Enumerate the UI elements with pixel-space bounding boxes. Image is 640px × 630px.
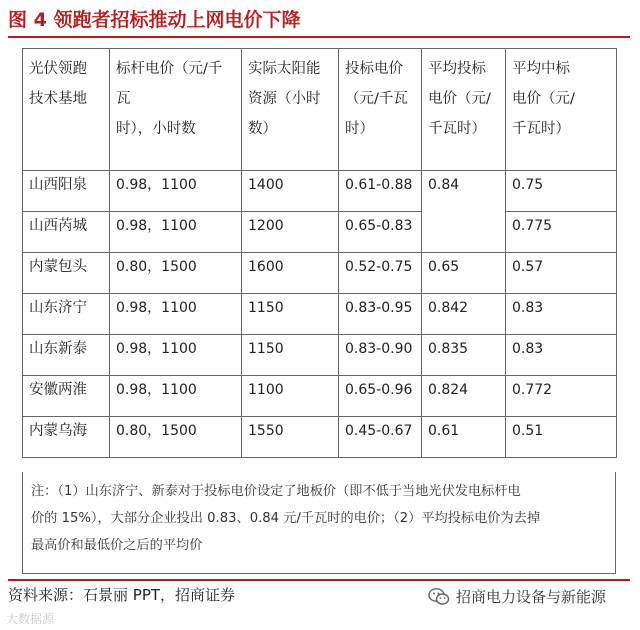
watermark-right [428,586,606,607]
figure-title: 图 4 领跑者招标推动上网电价下降 [8,9,301,31]
table-row [23,253,617,294]
header-line: 时），小时数 [116,121,196,137]
header-solar [242,49,339,171]
cell-solar: 1400 [242,171,339,212]
cell-bid-range: 0.83-0.95 [339,294,422,335]
cell-bid-range: 0.61-0.88 [339,171,422,212]
cell-solar: 1600 [242,253,339,294]
header-line: 标杆电价（元/千瓦 [116,61,223,107]
header-benchmark [110,49,242,171]
cell-avg-bid: 0.835 [422,335,506,376]
cell-avg-bid: 0.84 [422,171,506,253]
header-line: （元/千瓦 [345,91,408,107]
bottom-divider [8,579,630,581]
cell-benchmark: 0.98，1100 [110,376,242,417]
table-header-row [23,49,617,171]
header-line: 平均中标 [512,61,570,77]
cell-solar: 1150 [242,335,339,376]
header-line: 时） [345,121,374,137]
cell-solar: 1200 [242,212,339,253]
cell-avg-bid: 0.824 [422,376,506,417]
price-table [22,48,617,458]
header-line: 平均投标 [428,61,486,77]
header-line: 千瓦时） [428,121,486,137]
watermark-left: 大数据源 [6,612,55,626]
cell-solar: 1150 [242,294,339,335]
header-avg-bid [422,49,506,171]
watermark-right-text: 招商电力设备与新能源 [456,588,607,606]
cell-benchmark: 0.98，1100 [110,212,242,253]
header-line: 电价（元/ [512,91,575,107]
header-line: 实际太阳能 [248,61,321,77]
table-row [23,212,617,253]
note-line: 最高价和最低价之后的平均价 [31,538,203,553]
table-row [23,376,617,417]
cell-avg-win: 0.57 [506,253,617,294]
price-table-container [22,48,616,458]
note-line: 注：（1）山东济宁、新泰对于投标电价设定了地板价（即不低于当地光伏发电标杆电 [31,484,521,499]
table-row [23,171,617,212]
cell-base: 山东济宁 [23,294,110,335]
cell-benchmark: 0.98，1100 [110,335,242,376]
cell-bid-range: 0.45-0.67 [339,417,422,458]
cell-base: 山西阳泉 [23,171,110,212]
cell-base: 安徽两淮 [23,376,110,417]
cell-benchmark: 0.80，1500 [110,417,242,458]
table-row [23,417,617,458]
cell-avg-win: 0.83 [506,335,617,376]
cell-solar: 1550 [242,417,339,458]
header-line: 电价（元/ [428,91,491,107]
cell-solar: 1100 [242,376,339,417]
table-notes [22,472,616,574]
header-bid-range [339,49,422,171]
header-line: 光伏领跑 [29,61,87,77]
cell-avg-win: 0.75 [506,171,617,212]
cell-bid-range: 0.65-0.83 [339,212,422,253]
source-caption: 资料来源：石景丽 PPT，招商证券 [8,586,236,604]
header-line: 资源（小时 [248,91,321,107]
cell-benchmark: 0.98，1100 [110,171,242,212]
cell-bid-range: 0.65-0.96 [339,376,422,417]
cell-avg-win: 0.83 [506,294,617,335]
cell-bid-range: 0.83-0.90 [339,335,422,376]
cell-avg-bid: 0.842 [422,294,506,335]
header-line: 千瓦时） [512,121,570,137]
cell-avg-win: 0.772 [506,376,617,417]
note-line: 价的 15%），大部分企业投出 0.83、0.84 元/千瓦时的电价；（2）平均投标电价为去掉 [31,511,541,526]
title-divider [8,36,630,38]
header-base [23,49,110,171]
cell-base: 内蒙乌海 [23,417,110,458]
header-line: 技术基地 [29,91,87,107]
cell-benchmark: 0.98，1100 [110,294,242,335]
cell-avg-bid: 0.65 [422,253,506,294]
header-line: 投标电价 [345,61,403,77]
cell-avg-win: 0.775 [506,212,617,253]
header-avg-win [506,49,617,171]
wechat-icon [428,587,450,607]
cell-benchmark: 0.80，1500 [110,253,242,294]
cell-base: 内蒙包头 [23,253,110,294]
cell-base: 山西芮城 [23,212,110,253]
cell-avg-win: 0.51 [506,417,617,458]
cell-base: 山东新泰 [23,335,110,376]
cell-avg-bid: 0.61 [422,417,506,458]
table-row [23,335,617,376]
cell-bid-range: 0.52-0.75 [339,253,422,294]
header-line: 数） [248,121,277,137]
table-row [23,294,617,335]
